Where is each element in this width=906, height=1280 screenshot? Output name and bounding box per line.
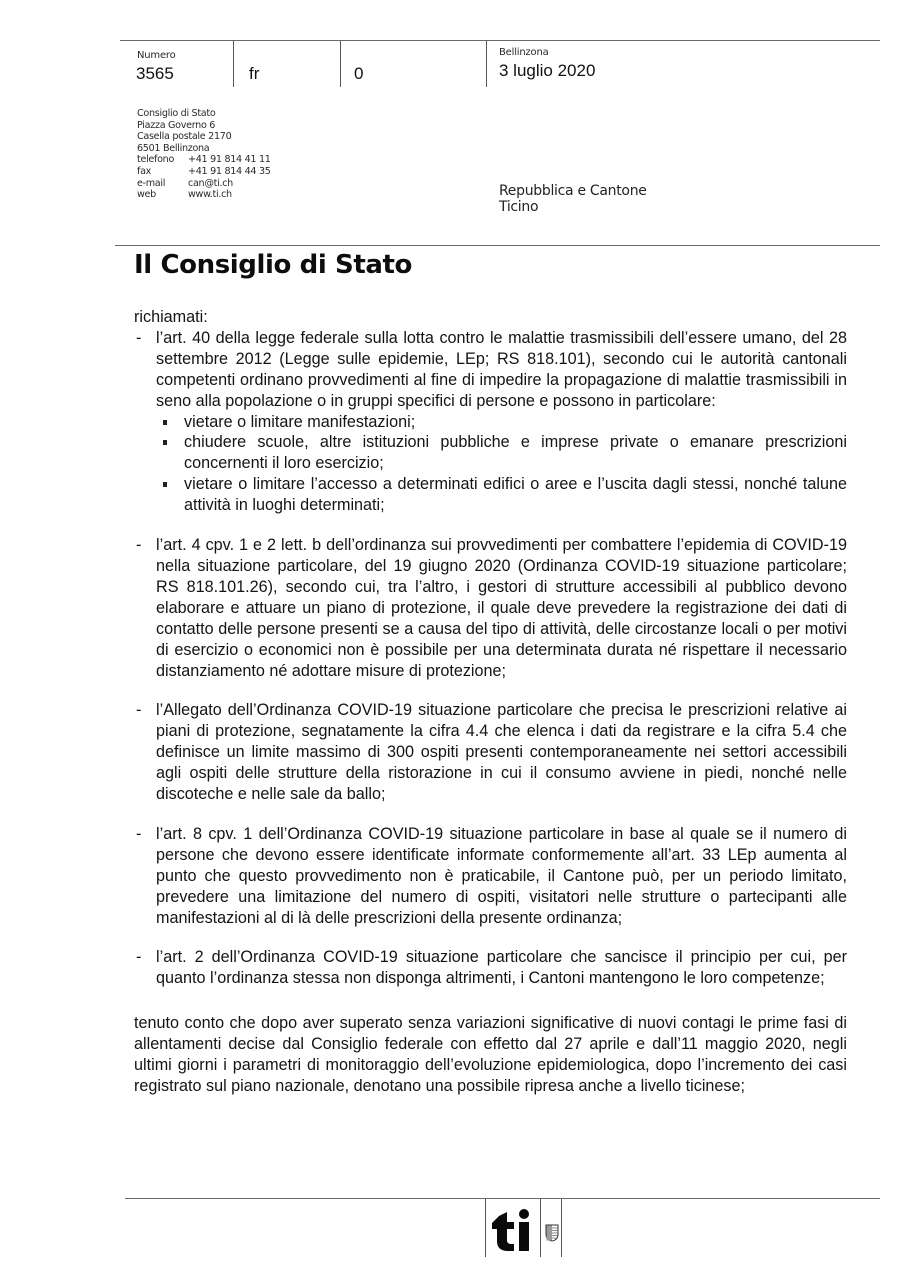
footer-rule <box>125 1198 880 1199</box>
list-item-text: l’art. 8 cpv. 1 dell’Ordinanza COVID-19 situazione particolare in base al quale se il numero di persone che devono essere identificate informate conformemente all’art. 33 LEp aumenta al punto che questo provvedimento non è praticabile, il Cantone può, per un periodo limitato, prevedere una limitazione del numero di ospiti, visitatori nelle strutture o partecipanti alle manifestazioni al di là delle prescrizioni della presente ordinanza; <box>156 824 847 927</box>
header-bottom-rule <box>115 245 880 246</box>
sub-list-item-text: chiudere scuole, altre istituzioni pubbliche e imprese private o emanare prescrizioni concernenti il loro esercizio; <box>184 433 847 473</box>
dash-marker: - <box>136 824 142 843</box>
header-divider-1 <box>233 41 234 87</box>
contact-email <box>137 178 271 190</box>
contact-label: fax <box>137 165 152 177</box>
contact-value: can@ti.ch <box>188 177 233 189</box>
sub-list-item <box>156 474 847 516</box>
language-value: fr <box>249 64 260 83</box>
dash-marker: - <box>136 701 142 720</box>
contact-value: www.ti.ch <box>188 189 232 201</box>
numero-value: 3565 <box>136 64 174 83</box>
dash-marker: - <box>136 536 142 555</box>
authority-name <box>499 183 647 215</box>
sender-po-box: Casella postale 2170 <box>137 131 232 143</box>
authority-line-1: Repubblica e Cantone <box>499 183 647 199</box>
list-item-text: l’Allegato dell’Ordinanza COVID-19 situazione particolare che precisa le prescrizioni relative ai piani di protezione, segnatamente la cifra 4.4 che elenca i dati da registrare e la cifra 5.4 che definisce un limite massimo di 300 ospiti presenti contemporaneamente nei settori accessibili agli ospiti delle strutture della ristorazione in cui il consumo avviene in piedi, nonché nelle discoteche e nelle sale da ballo; <box>156 701 847 804</box>
authority-line-2: Ticino <box>499 199 539 215</box>
field3-value: 0 <box>354 64 364 83</box>
list-item <box>134 535 847 681</box>
list-item <box>134 700 847 805</box>
list-item-text: l’art. 40 della legge federale sulla lotta contro le malattie trasmissibili dell’essere umano, del 28 settembre 2012 (Legge sulle epidemie, LEp; RS 818.101), secondo cui le autorità cantonali competenti ordinano provvedimenti al fine di impedire la propagazione di malattie trasmissibili in seno alla popolazione o in gruppi specifici di persone e possono in particolare: <box>156 328 847 410</box>
contact-label: telefono <box>137 154 175 166</box>
list-item <box>134 824 847 929</box>
contact-phone <box>137 154 271 166</box>
contact-label: web <box>137 189 156 201</box>
contact-value: +41 91 814 44 35 <box>188 165 271 177</box>
header-divider-2 <box>340 41 341 87</box>
sub-list-item <box>156 412 847 433</box>
closing-paragraph: tenuto conto che dopo aver superato senza variazioni significative di nuovi contagi le prime fasi di allentamenti decise dal Consiglio federale con effetto dal 27 aprile e dall’11 maggio 2020, negli ultimi giorni i parametri di monitoraggio dell’evoluzione epidemiologica, dopo l’incremento dei casi registrato sul piano nazionale, denotano una possibile ripresa anche a livello ticinese; <box>134 1014 847 1095</box>
contact-fax <box>137 166 271 178</box>
dash-marker: - <box>136 328 142 347</box>
place-label: Bellinzona <box>499 47 549 58</box>
sender-address <box>137 108 271 201</box>
dash-marker: - <box>136 948 142 967</box>
ticino-shield-icon <box>545 1224 559 1242</box>
ticino-logo-icon <box>489 1208 539 1252</box>
bullet-icon <box>163 420 167 425</box>
page-title: Il Consiglio di Stato <box>134 250 412 280</box>
document-body <box>134 307 847 1097</box>
sub-list-item-text: vietare o limitare l’accesso a determinati edifici o aree e l’uscita dagli stessi, nonché talune attività in luoghi determinati; <box>184 475 847 515</box>
bullet-icon <box>163 482 167 487</box>
list-item <box>134 947 847 989</box>
numero-label: Numero <box>137 50 176 61</box>
sub-list-item <box>156 432 847 474</box>
sender-street: Piazza Governo 6 <box>137 119 216 131</box>
contact-value: +41 91 814 41 11 <box>188 154 271 166</box>
contact-label: e-mail <box>137 177 166 189</box>
contact-web <box>137 189 271 201</box>
sender-name: Consiglio di Stato <box>137 108 216 119</box>
sender-city: 6501 Bellinzona <box>137 142 210 154</box>
list-item <box>134 328 847 516</box>
header-divider-3 <box>486 41 487 87</box>
list-item-text: l’art. 4 cpv. 1 e 2 lett. b dell’ordinanza sui provvedimenti per combattere l’epidemia di COVID-19 nella situazione particolare, del 19 giugno 2020 (Ordinanza COVID-19 situazione particolare; RS 818.101.26), secondo cui, tra l’altro, i gestori di strutture accessibili al pubblico devono elaborare e attuare un piano di protezione, il quale deve prevedere la registrazione dei dati di contatto delle persone presenti se a causa del tipo di attività, delle circostanze locali o per motivi di esercizio o economici non è possibile per una determinata durata né rispettare il necessario distanziamento né adottare misure di protezione; <box>156 536 847 680</box>
footer-divider-2 <box>540 1199 541 1257</box>
sub-list-item-text: vietare o limitare manifestazioni; <box>184 412 416 431</box>
date-value: 3 luglio 2020 <box>499 61 596 80</box>
bullet-icon <box>163 440 167 445</box>
header-top-rule <box>120 40 880 41</box>
intro-text: richiamati: <box>134 308 208 326</box>
footer-divider-1 <box>485 1199 486 1257</box>
list-item-text: l’art. 2 dell’Ordinanza COVID-19 situazione particolare che sancisce il principio per cui, per quanto l’ordinanza stessa non disponga altrimenti, i Cantoni mantengono le loro competenze; <box>156 948 847 988</box>
footer-divider-3 <box>561 1199 562 1257</box>
